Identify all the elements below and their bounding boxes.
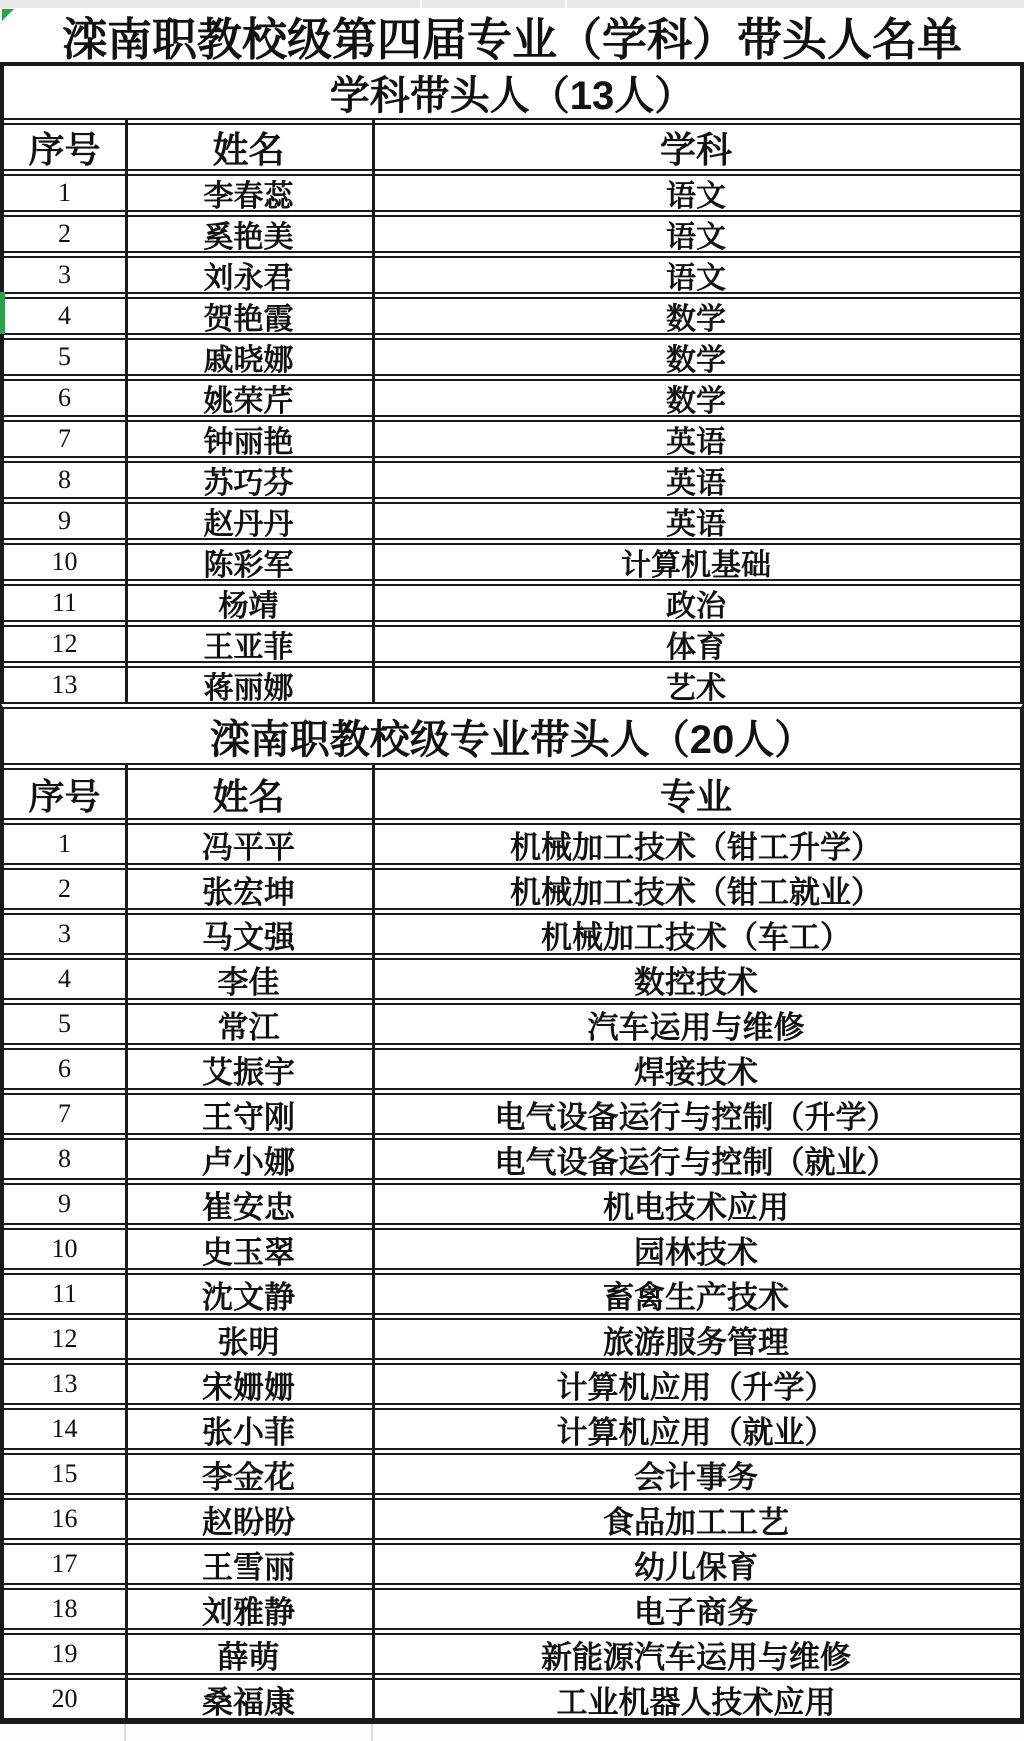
name-cell[interactable]: 钟丽艳: [203, 426, 294, 459]
serial-cell[interactable]: 5: [58, 1009, 71, 1038]
gridline: [565, 0, 567, 8]
table-row: [4, 292, 1020, 336]
sheet-top-strip: [0, 0, 1024, 8]
serial-cell[interactable]: 8: [58, 1144, 71, 1173]
column-header-subject[interactable]: 学科: [659, 128, 732, 170]
name-cell[interactable]: 薛萌: [217, 1639, 280, 1675]
name-cell[interactable]: 张小菲: [202, 1414, 295, 1450]
name-cell[interactable]: 刘永君: [203, 262, 294, 295]
subject-cell[interactable]: 英语: [666, 508, 726, 541]
serial-cell[interactable]: 7: [58, 1099, 71, 1128]
name-cell[interactable]: 苏巧芬: [203, 467, 294, 500]
major-cell[interactable]: 畜禽生产技术: [603, 1279, 789, 1315]
serial-cell[interactable]: 17: [51, 1549, 78, 1578]
major-cell[interactable]: 机械加工技术（钳工升学）: [510, 829, 882, 865]
name-cell[interactable]: 冯平平: [202, 829, 295, 865]
serial-cell[interactable]: 1: [58, 829, 71, 858]
table-row: [4, 1178, 1020, 1223]
serial-cell[interactable]: 9: [58, 506, 71, 535]
table-row: [4, 1403, 1020, 1448]
major-cell[interactable]: 机械加工技术（车工）: [541, 919, 851, 955]
table-row: [4, 538, 1020, 582]
name-cell[interactable]: 宋姗姗: [202, 1369, 295, 1405]
column-divider: [125, 118, 128, 702]
subject-cell[interactable]: 英语: [666, 467, 726, 500]
name-cell[interactable]: 王雪丽: [202, 1549, 295, 1585]
name-cell[interactable]: 刘雅静: [202, 1594, 295, 1630]
cell-error-marker-icon: [2, 9, 14, 21]
major-cell[interactable]: 焊接技术: [634, 1054, 758, 1090]
name-cell[interactable]: 奚艳美: [203, 221, 294, 254]
name-cell[interactable]: 李春蕊: [203, 180, 294, 213]
section1-header[interactable]: 学科带头人（13人）: [0, 66, 1024, 118]
major-cell[interactable]: 电气设备运行与控制（升学）: [494, 1099, 898, 1135]
table-row: [4, 1268, 1020, 1313]
serial-cell[interactable]: 13: [51, 670, 78, 699]
serial-cell[interactable]: 9: [58, 1189, 71, 1218]
name-cell[interactable]: 卢小娜: [202, 1144, 295, 1180]
serial-cell[interactable]: 4: [58, 301, 71, 330]
serial-cell[interactable]: 1: [58, 178, 71, 207]
subject-cell[interactable]: 体育: [666, 631, 726, 664]
column-divider: [372, 118, 375, 702]
column-header-name[interactable]: 姓名: [212, 128, 285, 170]
serial-cell[interactable]: 10: [51, 547, 78, 576]
subject-cell[interactable]: 政治: [666, 590, 726, 623]
table-row: [4, 818, 1020, 863]
name-cell[interactable]: 马文强: [202, 919, 295, 955]
subject-cell[interactable]: 计算机基础: [621, 549, 771, 582]
name-cell[interactable]: 常江: [217, 1009, 280, 1045]
header-row: [4, 763, 1020, 818]
serial-cell[interactable]: 14: [51, 1414, 78, 1443]
name-cell[interactable]: 姚荣芹: [203, 385, 294, 418]
name-cell[interactable]: 史玉翠: [202, 1234, 295, 1270]
table-row: [4, 374, 1020, 418]
major-cell[interactable]: 食品加工工艺: [603, 1504, 789, 1540]
table-row: [4, 1088, 1020, 1133]
name-cell[interactable]: 王亚菲: [203, 631, 294, 664]
subject-cell[interactable]: 数学: [666, 303, 726, 336]
serial-cell[interactable]: 6: [58, 1054, 71, 1083]
table-row: [4, 908, 1020, 953]
table-row: [4, 1043, 1020, 1088]
name-cell[interactable]: 张宏坤: [202, 874, 295, 910]
serial-cell[interactable]: 15: [51, 1459, 78, 1488]
table-row: [4, 169, 1020, 213]
name-cell[interactable]: 桑福康: [202, 1684, 295, 1720]
table-row: [4, 1628, 1020, 1673]
column-header-serial[interactable]: 序号: [28, 775, 101, 817]
subject-cell[interactable]: 艺术: [666, 672, 726, 705]
name-cell[interactable]: 崔安忠: [202, 1189, 295, 1225]
table-row: [4, 1448, 1020, 1493]
name-cell[interactable]: 蒋丽娜: [203, 672, 294, 705]
column-divider: [125, 763, 128, 1718]
name-cell[interactable]: 赵盼盼: [202, 1504, 295, 1540]
table-row: [4, 953, 1020, 998]
serial-cell[interactable]: 8: [58, 465, 71, 494]
document-title[interactable]: 滦南职教校级第四届专业（学科）带头人名单: [0, 8, 1024, 66]
subject-cell[interactable]: 语文: [666, 221, 726, 254]
major-cell[interactable]: 计算机应用（就业）: [556, 1414, 836, 1450]
table-row: [4, 456, 1020, 500]
name-cell[interactable]: 赵丹丹: [203, 508, 294, 541]
name-cell[interactable]: 杨靖: [218, 590, 279, 623]
column-divider: [372, 763, 375, 1718]
serial-cell[interactable]: 5: [58, 342, 71, 371]
table-row: [4, 998, 1020, 1043]
major-cell[interactable]: 数控技术: [634, 964, 758, 1000]
major-leaders-table: [0, 763, 1024, 1724]
serial-cell[interactable]: 6: [58, 383, 71, 412]
major-cell[interactable]: 机电技术应用: [603, 1189, 789, 1225]
table-row: [4, 1358, 1020, 1403]
name-cell[interactable]: 王守刚: [202, 1099, 295, 1135]
name-cell[interactable]: 李佳: [217, 964, 280, 1000]
serial-cell[interactable]: 3: [58, 260, 71, 289]
name-cell[interactable]: 艾振宇: [202, 1054, 295, 1090]
name-cell[interactable]: 戚晓娜: [203, 344, 294, 377]
serial-cell[interactable]: 11: [51, 1279, 78, 1308]
gridline: [420, 0, 422, 8]
serial-cell[interactable]: 3: [58, 919, 71, 948]
major-cell[interactable]: 旅游服务管理: [603, 1324, 789, 1360]
subject-cell[interactable]: 英语: [666, 426, 726, 459]
header-row: [4, 118, 1020, 169]
table-row: [4, 1133, 1020, 1178]
table-row: [4, 1493, 1020, 1538]
serial-cell[interactable]: 10: [51, 1234, 78, 1263]
name-cell[interactable]: 沈文静: [202, 1279, 295, 1315]
major-cell[interactable]: 新能源汽车运用与维修: [541, 1639, 851, 1675]
serial-cell[interactable]: 2: [58, 219, 71, 248]
subject-leaders-table: [0, 118, 1024, 705]
subject-cell[interactable]: 数学: [666, 344, 726, 377]
column-header-major[interactable]: 专业: [659, 775, 732, 817]
gridline: [371, 1724, 373, 1741]
column-header-serial[interactable]: 序号: [28, 128, 101, 170]
sheet-bottom-strip: [0, 1724, 1024, 1741]
table-row: [4, 620, 1020, 664]
major-cell[interactable]: 汽车运用与维修: [587, 1009, 805, 1045]
table-row: [4, 415, 1020, 459]
table-row: [4, 1223, 1020, 1268]
gridline: [124, 1724, 126, 1741]
table-row: [4, 333, 1020, 377]
table-row: [4, 251, 1020, 295]
name-cell[interactable]: 张明: [217, 1324, 280, 1360]
serial-cell[interactable]: 11: [51, 588, 78, 617]
table-row: [4, 210, 1020, 254]
serial-cell[interactable]: 7: [58, 424, 71, 453]
table-row: [4, 1313, 1020, 1358]
column-header-name[interactable]: 姓名: [212, 775, 285, 817]
subject-cell[interactable]: 语文: [666, 180, 726, 213]
major-cell[interactable]: 电子商务: [634, 1594, 758, 1630]
serial-cell[interactable]: 4: [58, 964, 71, 993]
table-row: [4, 497, 1020, 541]
section2-header[interactable]: 滦南职教校级专业带头人（20人）: [0, 702, 1024, 763]
major-cell[interactable]: 工业机器人技术应用: [556, 1684, 836, 1720]
serial-cell[interactable]: 19: [51, 1639, 78, 1668]
serial-cell[interactable]: 18: [51, 1594, 78, 1623]
table-row: [4, 661, 1020, 705]
name-cell[interactable]: 李金花: [202, 1459, 295, 1495]
major-cell[interactable]: 计算机应用（升学）: [556, 1369, 836, 1405]
serial-cell[interactable]: 20: [51, 1684, 78, 1713]
serial-cell[interactable]: 16: [51, 1504, 78, 1533]
serial-cell[interactable]: 12: [51, 1324, 78, 1353]
table-row: [4, 1538, 1020, 1583]
name-cell[interactable]: 贺艳霞: [203, 303, 294, 336]
serial-cell[interactable]: 12: [51, 629, 78, 658]
subject-cell[interactable]: 语文: [666, 262, 726, 295]
major-cell[interactable]: 会计事务: [634, 1459, 758, 1495]
major-cell[interactable]: 机械加工技术（钳工就业）: [510, 874, 882, 910]
serial-cell[interactable]: 2: [58, 874, 71, 903]
table-row: [4, 863, 1020, 908]
row-selection-marker: [0, 292, 5, 334]
name-cell[interactable]: 陈彩军: [203, 549, 294, 582]
major-cell[interactable]: 幼儿保育: [634, 1549, 758, 1585]
major-cell[interactable]: 园林技术: [634, 1234, 758, 1270]
subject-cell[interactable]: 数学: [666, 385, 726, 418]
major-cell[interactable]: 电气设备运行与控制（就业）: [494, 1144, 898, 1180]
serial-cell[interactable]: 13: [51, 1369, 78, 1398]
table-row: [4, 1583, 1020, 1628]
table-row: [4, 579, 1020, 623]
table-row: [4, 1673, 1020, 1718]
